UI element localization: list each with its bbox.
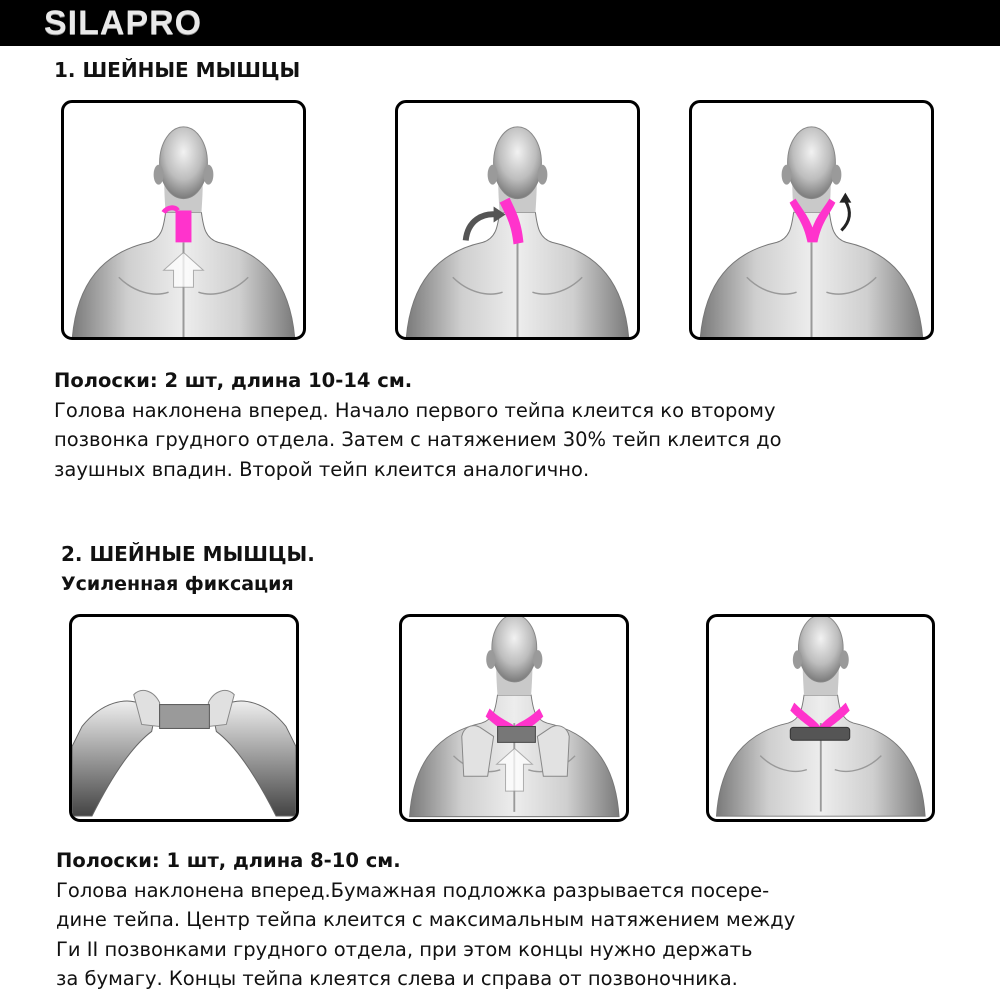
section1-line: Голова наклонена вперед. Начало первого тейпа клеится ко второму <box>54 398 776 422</box>
section2-line: Голова наклонена вперед.Бумажная подложка разрывается посере- <box>56 878 770 902</box>
curved-arrow-icon <box>841 201 849 231</box>
step6-illustration <box>706 614 935 822</box>
step3-illustration <box>689 100 934 340</box>
hands-stretching-tape <box>72 617 296 819</box>
section1-strips: Полоски: 2 шт, длина 10-14 см. <box>54 369 413 392</box>
torso-figure <box>402 617 626 819</box>
step5-illustration <box>399 614 629 822</box>
step1-illustration <box>61 100 306 340</box>
header-bar <box>0 0 1000 46</box>
section2-line: дине тейпа. Центр тейпа клеится с максимальным натяжением между <box>56 908 796 931</box>
brand-logo: SILAPRO <box>44 4 203 42</box>
section2-subtitle: Усиленная фиксация <box>61 573 294 595</box>
torso-figure <box>398 103 637 337</box>
tape-strip <box>176 211 192 243</box>
section2-strips: Полоски: 1 шт, длина 8-10 см. <box>56 849 401 872</box>
section1-line: заушных впадин. Второй тейп клеится аналогично. <box>54 457 590 481</box>
torso-figure <box>692 103 931 337</box>
step2-illustration <box>395 100 640 340</box>
section1-description <box>54 366 954 484</box>
section2-line: Ги II позвонками грудного отдела, при этом концы нужно держать <box>56 937 753 961</box>
step4-illustration <box>69 614 299 822</box>
section1-line: позвонка грудного отдела. Затем с натяжением 30% тейп клеится до <box>54 428 782 451</box>
torso-figure <box>64 103 303 337</box>
tape-strip <box>160 705 210 729</box>
torso-figure <box>709 617 932 819</box>
section2-line: за бумагу. Концы тейпа клеятся слева и справа от позвоночника. <box>56 967 738 990</box>
section2-description <box>56 846 956 994</box>
section2-title: 2. ШЕЙНЫЕ МЫШЦЫ. <box>61 542 315 566</box>
section1-title: 1. ШЕЙНЫЕ МЫШЦЫ <box>54 58 301 82</box>
